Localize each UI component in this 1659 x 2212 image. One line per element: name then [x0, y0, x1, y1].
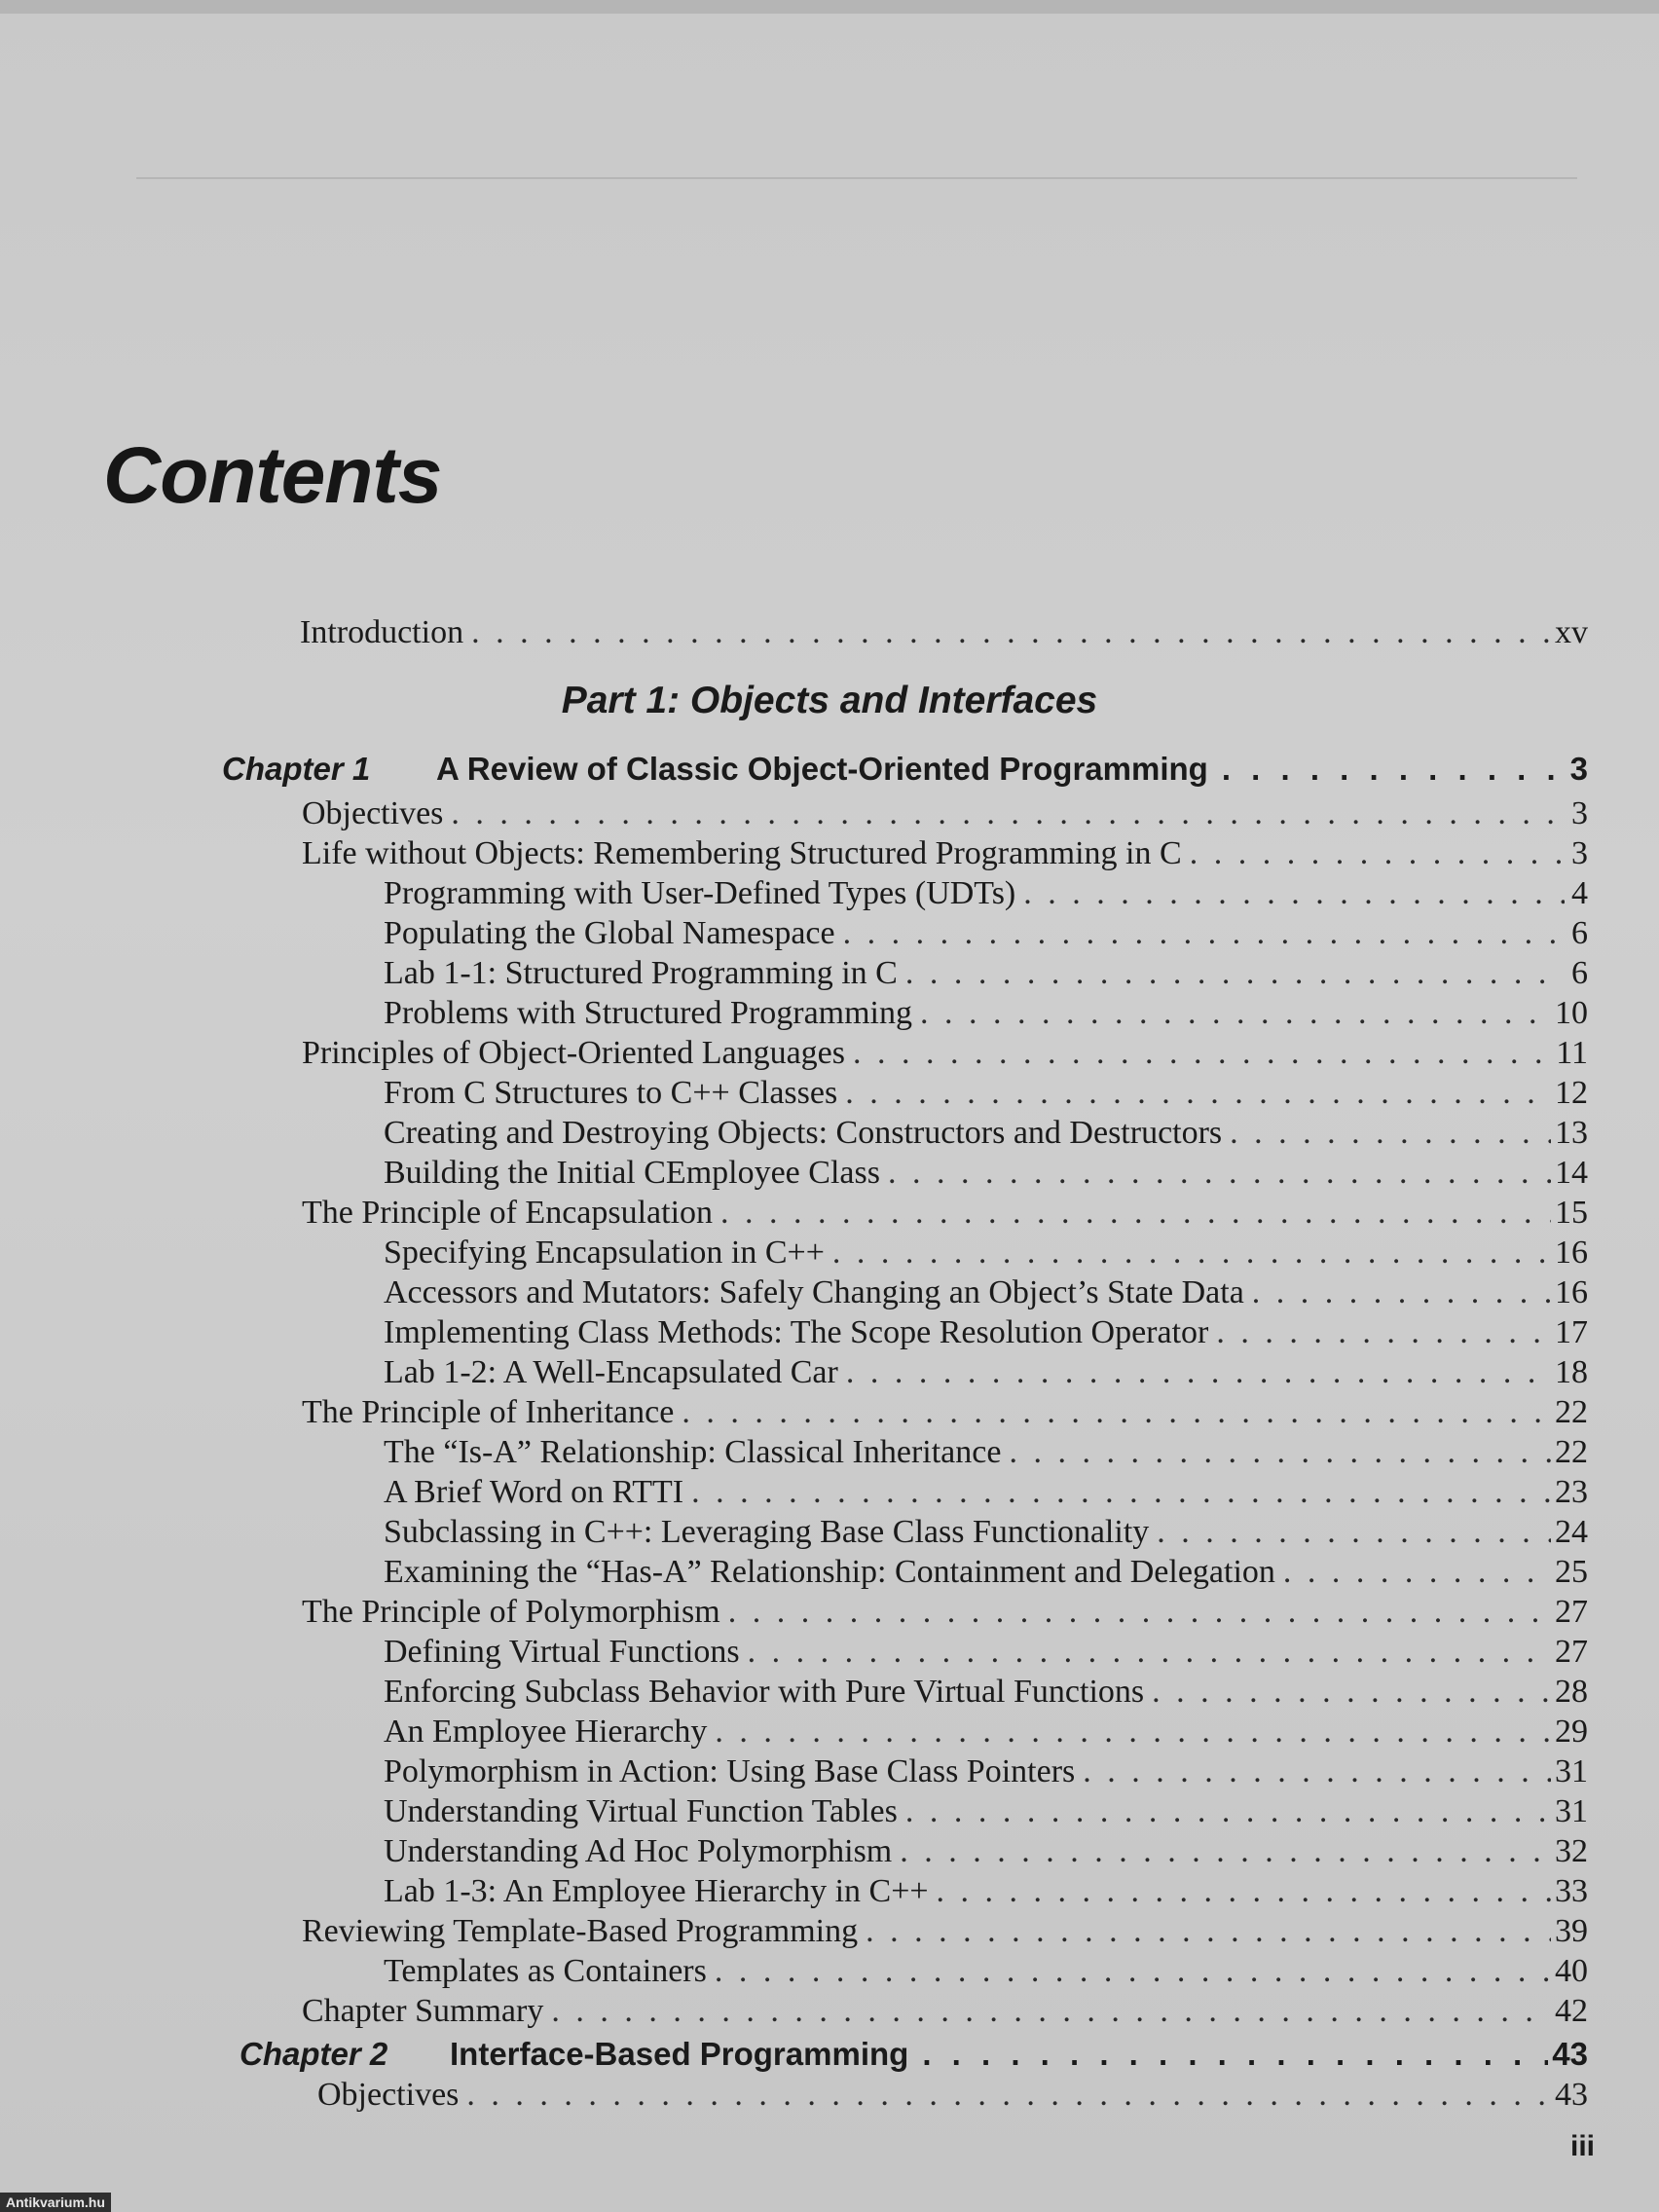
page-number: iii: [1569, 2130, 1595, 2162]
toc-entry-title: Lab 1-3: An Employee Hierarchy in C++: [384, 1873, 929, 1909]
dot-leader: [905, 1792, 1551, 1831]
toc-entry-title: Understanding Ad Hoc Polymorphism: [384, 1833, 893, 1869]
toc-entry-page: 22: [1555, 1434, 1588, 1470]
toc-entry-page: 14: [1555, 1155, 1588, 1191]
toc-entry: [384, 1273, 1588, 1312]
toc-entry-title: Accessors and Mutators: Safely Changing an Object’s State Data: [384, 1274, 1244, 1310]
toc-entry-page: 23: [1555, 1474, 1588, 1510]
toc-entry-page: 15: [1555, 1195, 1588, 1231]
toc-entry-page: 3: [1571, 795, 1588, 831]
chapter-page: 43: [1552, 2036, 1588, 2072]
toc-entry-title: Enforcing Subclass Behavior with Pure Virtual Functions: [384, 1674, 1145, 1710]
dot-leader: [1222, 748, 1567, 791]
toc-entry-title: Lab 1-1: Structured Programming in C: [384, 955, 898, 991]
bleed-through-rule: [136, 177, 1577, 179]
dot-leader: [888, 1154, 1551, 1193]
toc-entry: [302, 1393, 1588, 1432]
toc-entry-title: The “Is-A” Relationship: Classical Inheritance: [384, 1434, 1002, 1470]
dot-leader: [846, 1353, 1551, 1392]
chapter-number: Chapter 2: [240, 2036, 388, 2072]
toc-entry: [384, 1114, 1588, 1153]
dot-leader: [1157, 1513, 1551, 1552]
dot-leader: [1252, 1273, 1551, 1312]
toc-entry: [384, 1633, 1588, 1672]
toc-entry: [384, 1433, 1588, 1472]
toc-entry: [384, 1154, 1588, 1193]
dot-leader: [1152, 1673, 1551, 1712]
toc-entry-title: Implementing Class Methods: The Scope Resolution Operator: [384, 1314, 1209, 1350]
dot-leader: [922, 2033, 1548, 2076]
toc-entry-page: 32: [1555, 1833, 1588, 1869]
toc-entry-title: Populating the Global Namespace: [384, 915, 835, 951]
toc-entry-title: Examining the “Has-A” Relationship: Containment and Delegation: [384, 1554, 1275, 1590]
dot-leader: [1283, 1553, 1551, 1592]
dot-leader: [748, 1633, 1551, 1672]
toc-entry-title: Life without Objects: Remembering Structured Programming in C: [302, 835, 1182, 871]
toc-entry: [384, 1074, 1588, 1113]
toc-entry-page: 39: [1555, 1913, 1588, 1949]
toc-entry-page: 42: [1555, 1993, 1588, 2029]
dot-leader: [1216, 1313, 1551, 1352]
toc-entry: [302, 1593, 1588, 1632]
toc-entry-page: 13: [1555, 1115, 1588, 1151]
chapter-title: Interface-Based Programming: [450, 2036, 909, 2072]
toc-entry: [384, 874, 1588, 913]
chapter-heading-1: [222, 748, 1588, 791]
toc-entry-title: Programming with User-Defined Types (UDTs): [384, 875, 1016, 911]
chapter-heading-2: [240, 2033, 1588, 2076]
toc-entry-page: 31: [1555, 1793, 1588, 1829]
toc-entry: [384, 1553, 1588, 1592]
toc-entry-page: 28: [1555, 1674, 1588, 1710]
dot-leader: [845, 1074, 1551, 1113]
chapter-title: A Review of Classic Object-Oriented Programming: [436, 751, 1208, 787]
toc-entry-title: Chapter Summary: [302, 1993, 544, 2029]
toc-entry-page: xv: [1555, 614, 1588, 650]
toc-entry: [384, 1952, 1588, 1991]
toc-entry: [302, 1034, 1588, 1073]
toc-entry-title: The Principle of Inheritance: [302, 1394, 675, 1430]
toc-entry: [384, 1792, 1588, 1831]
toc-entry-page: 18: [1555, 1354, 1588, 1390]
toc-entry-title: Principles of Object-Oriented Languages: [302, 1035, 845, 1071]
toc-entry-page: 31: [1555, 1753, 1588, 1789]
toc-entry-title: Objectives: [317, 2077, 460, 2113]
toc-entry: [384, 1752, 1588, 1791]
toc-entry-page: 22: [1555, 1394, 1588, 1430]
dot-leader: [900, 1832, 1551, 1871]
dot-leader: [937, 1872, 1551, 1911]
toc-entry-page: 25: [1555, 1554, 1588, 1590]
toc-entry-title: Understanding Virtual Function Tables: [384, 1793, 898, 1829]
toc-entry-page: 40: [1555, 1953, 1588, 1989]
toc-entry-page: 27: [1555, 1634, 1588, 1670]
toc-entry-page: 12: [1555, 1075, 1588, 1111]
dot-leader: [1083, 1752, 1551, 1791]
dot-leader: [720, 1194, 1551, 1233]
toc-entry: [384, 1832, 1588, 1871]
watermark: Antikvarium.hu: [0, 2193, 111, 2212]
dot-leader: [1230, 1114, 1551, 1153]
dot-leader: [471, 613, 1551, 652]
toc-entry: [384, 1234, 1588, 1272]
toc-entry-page: 27: [1555, 1594, 1588, 1630]
dot-leader: [1009, 1433, 1551, 1472]
dot-leader: [866, 1912, 1551, 1951]
toc-entry-page: 17: [1555, 1314, 1588, 1350]
dot-leader: [1023, 874, 1565, 913]
page-title: Contents: [103, 431, 442, 520]
toc-entry-page: 29: [1555, 1714, 1588, 1750]
dot-leader: [832, 1234, 1551, 1272]
part-heading: Part 1: Objects and Interfaces: [561, 680, 1098, 721]
toc-entry-title: From C Structures to C++ Classes: [384, 1075, 838, 1111]
toc-entry-page: 11: [1556, 1035, 1588, 1071]
toc-entry-title: Subclassing in C++: Leveraging Base Class Functionality: [384, 1514, 1150, 1550]
toc-entry-page: 6: [1571, 955, 1588, 991]
toc-entry: [302, 1194, 1588, 1233]
toc-entry: [384, 994, 1588, 1033]
toc-entry-page: 33: [1555, 1873, 1588, 1909]
dot-leader: [728, 1593, 1551, 1632]
toc-entry-title: Building the Initial CEmployee Class: [384, 1155, 880, 1191]
toc-entry-title: Lab 1-2: A Well-Encapsulated Car: [384, 1354, 838, 1390]
toc-entry: [302, 1912, 1588, 1951]
dot-leader: [682, 1393, 1551, 1432]
dot-leader: [843, 914, 1565, 953]
dot-leader: [920, 994, 1551, 1033]
toc-entry-page: 16: [1555, 1274, 1588, 1310]
toc-entry: [302, 794, 1588, 833]
toc-entry: [384, 1713, 1588, 1751]
toc-entry: [384, 1872, 1588, 1911]
toc-entry: [384, 1353, 1588, 1392]
toc-entry: [384, 954, 1588, 993]
dot-leader: [451, 794, 1565, 833]
toc-entry: [384, 1313, 1588, 1352]
toc-entry-page: 43: [1555, 2077, 1588, 2113]
toc-entry-page: 3: [1571, 835, 1588, 871]
dot-leader: [691, 1473, 1551, 1512]
toc-entry: [384, 1473, 1588, 1512]
toc-entry-title: The Principle of Encapsulation: [302, 1195, 714, 1231]
toc-entry: [384, 1673, 1588, 1712]
toc-entry-title: A Brief Word on RTTI: [384, 1474, 684, 1510]
toc-entry: [302, 1992, 1588, 2031]
toc-entry-title: Reviewing Template-Based Programming: [302, 1913, 859, 1949]
toc-entry: [317, 2076, 1588, 2115]
dot-leader: [853, 1034, 1552, 1073]
dot-leader: [1190, 834, 1565, 873]
toc-entry-title: Creating and Destroying Objects: Constructors and Destructors: [384, 1115, 1223, 1151]
toc-entry-title: An Employee Hierarchy: [384, 1714, 708, 1750]
toc-entry-page: 4: [1571, 875, 1588, 911]
toc-entry-title: Objectives: [302, 795, 444, 831]
dot-leader: [715, 1952, 1551, 1991]
dot-leader: [551, 1992, 1551, 2031]
toc-entry-title: The Principle of Polymorphism: [302, 1594, 720, 1630]
toc-entry-title: Polymorphism in Action: Using Base Class Pointers: [384, 1753, 1076, 1789]
toc-entry: [384, 1513, 1588, 1552]
dot-leader: [466, 2076, 1551, 2115]
toc-entry: [302, 834, 1588, 873]
dot-leader: [905, 954, 1565, 993]
toc-entry-title: Specifying Encapsulation in C++: [384, 1235, 825, 1271]
chapter-page: 3: [1569, 751, 1588, 787]
toc-entry-title: Introduction: [300, 614, 464, 650]
toc-entry-page: 6: [1571, 915, 1588, 951]
chapter-number: Chapter 1: [222, 751, 371, 787]
dot-leader: [715, 1713, 1551, 1751]
toc-entry-title: Problems with Structured Programming: [384, 995, 913, 1031]
toc-entry-title: Templates as Containers: [384, 1953, 707, 1989]
toc-entry: [384, 914, 1588, 953]
toc-entry-page: 24: [1555, 1514, 1588, 1550]
toc-entry-page: 10: [1555, 995, 1588, 1031]
toc-entry-page: 16: [1555, 1235, 1588, 1271]
toc-entry-introduction: [300, 613, 1588, 652]
toc-entry-title: Defining Virtual Functions: [384, 1634, 740, 1670]
page-edge: [0, 0, 1659, 14]
